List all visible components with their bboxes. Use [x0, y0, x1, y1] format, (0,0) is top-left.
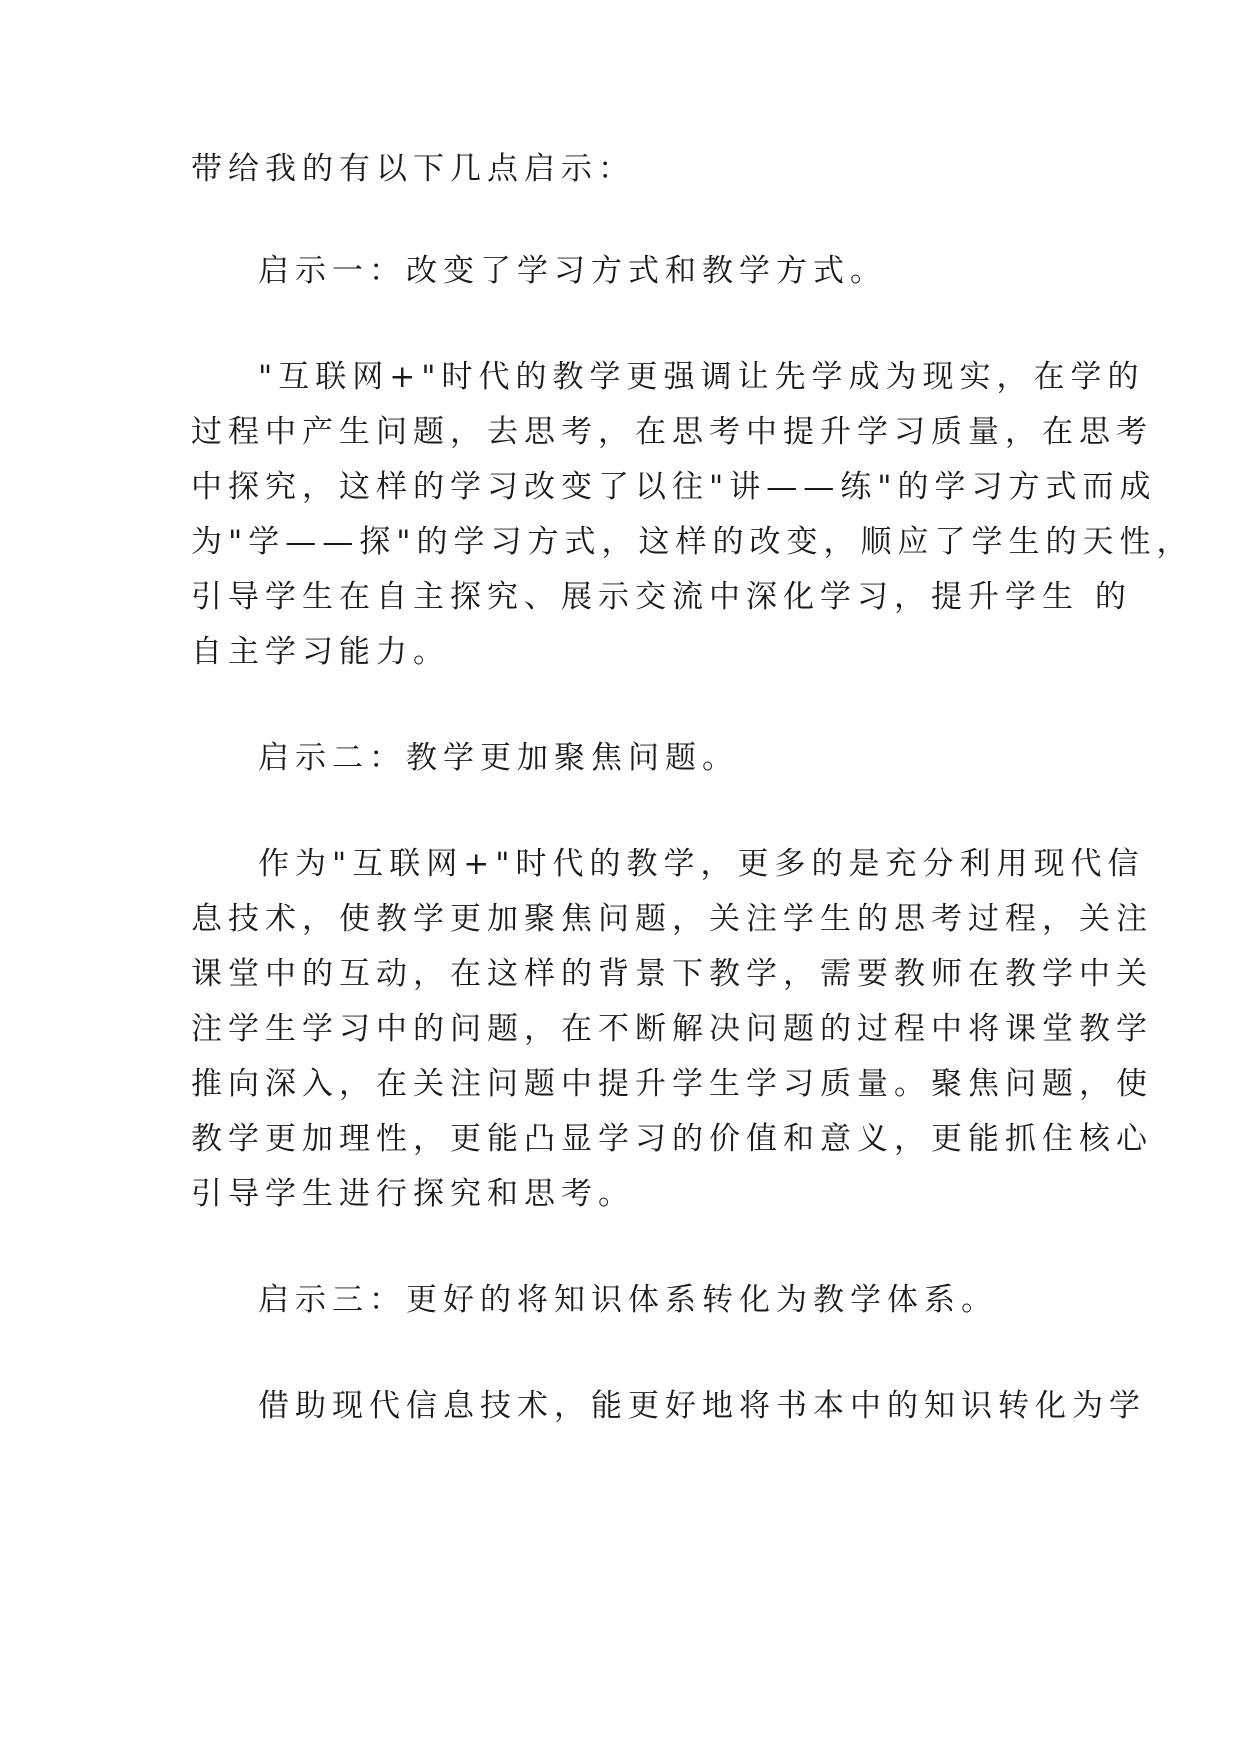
- paragraph-line: 为"学——探"的学习方式，这样的改变，顺应了学生的天性，: [191, 524, 1194, 560]
- paragraph-line: 过程中产生问题，去思考，在思考中提升学习质量，在思考: [191, 414, 1153, 450]
- intro-line: 带给我的有以下几点启示：: [191, 151, 635, 187]
- paragraph-line: 中探究，这样的学习改变了以往"讲——练"的学习方式而成: [191, 469, 1157, 505]
- paragraph-line: 自主学习能力。: [191, 634, 450, 670]
- paragraph-line: 注学生学习中的问题，在不断解决问题的过程中将课堂教学: [191, 1011, 1153, 1047]
- paragraph-line: 推向深入，在关注问题中提升学生学习质量。聚焦问题，使: [191, 1066, 1153, 1102]
- paragraph-line: 教学更加理性，更能凸显学习的价值和意义，更能抓住核心: [191, 1121, 1153, 1157]
- section-heading-2: 启示二：教学更加聚焦问题。: [258, 740, 739, 776]
- section-heading-3: 启示三：更好的将知识体系转化为教学体系。: [258, 1282, 998, 1318]
- paragraph-line: 息技术，使教学更加聚焦问题，关注学生的思考过程，关注: [191, 901, 1153, 937]
- paragraph-line: 引导学生进行探究和思考。: [191, 1176, 635, 1212]
- paragraph-line: 借助现代信息技术，能更好地将书本中的知识转化为学: [258, 1388, 1146, 1424]
- paragraph-line: 引导学生在自主探究、展示交流中深化学习，提升学生 的: [191, 579, 1132, 615]
- paragraph-line: "互联网+"时代的教学更强调让先学成为现实，在学的: [258, 359, 1145, 395]
- paragraph-line: 课堂中的互动，在这样的背景下教学，需要教师在教学中关: [191, 956, 1153, 992]
- paragraph-line: 作为"互联网+"时代的教学，更多的是充分利用现代信: [258, 846, 1145, 882]
- section-heading-1: 启示一：改变了学习方式和教学方式。: [258, 253, 887, 289]
